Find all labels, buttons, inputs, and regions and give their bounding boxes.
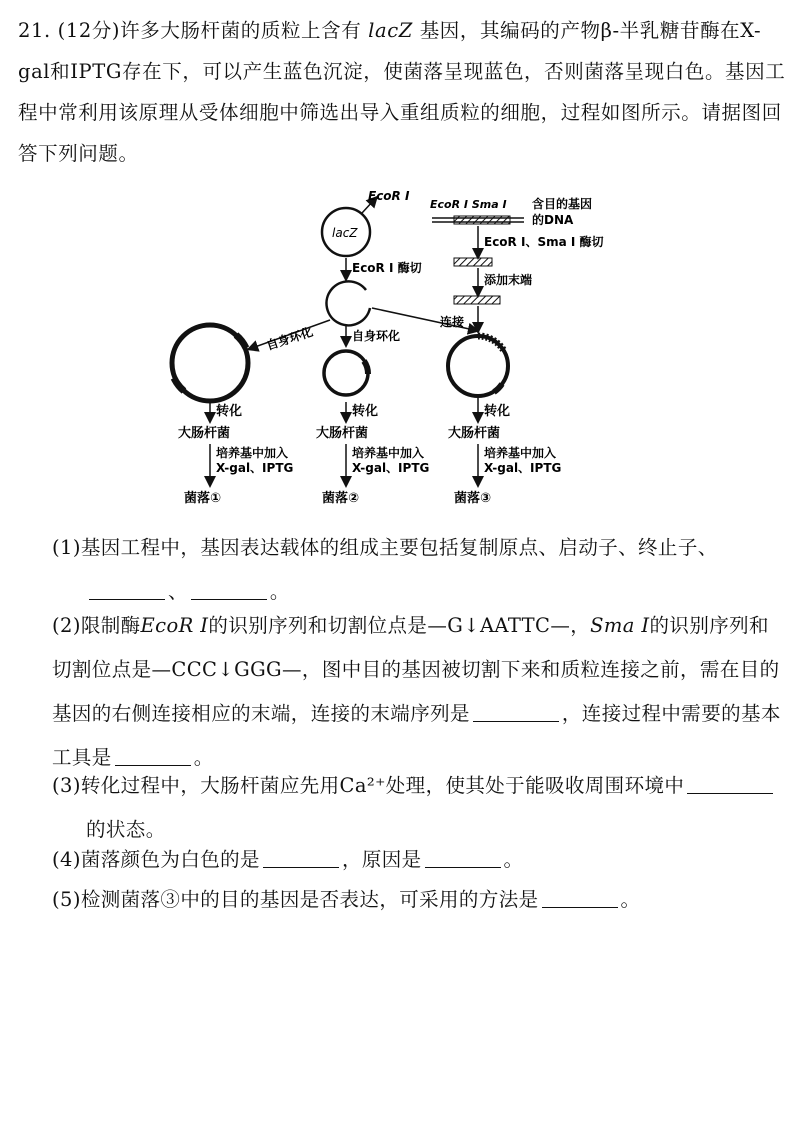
question-5 bbox=[52, 878, 782, 922]
q2-ecori: EcoR Ⅰ bbox=[140, 614, 209, 637]
lacz-label: lacZ bbox=[332, 226, 358, 240]
q4-end: 。 bbox=[503, 848, 524, 871]
q5-text: (5)检测菌落③中的目的基因是否表达，可采用的方法是 bbox=[52, 888, 539, 911]
q4-b: ，原因是 bbox=[341, 848, 422, 871]
q2-blank-1[interactable] bbox=[473, 701, 559, 722]
transform-right: 转化 bbox=[484, 404, 511, 419]
q5-end: 。 bbox=[620, 888, 641, 911]
cloning-diagram bbox=[0, 180, 800, 510]
transform-left: 转化 bbox=[216, 404, 243, 419]
dna-label-2: 的DNA bbox=[532, 213, 574, 227]
plasmid-mid bbox=[324, 351, 368, 395]
q2-smai: Sma Ⅰ bbox=[590, 614, 650, 637]
medium-left-1: 培养基中加入 bbox=[216, 446, 289, 460]
medium-right-1: 培养基中加入 bbox=[484, 446, 557, 460]
cut-gene bbox=[454, 258, 492, 266]
colony-3: 菌落③ bbox=[454, 491, 492, 506]
question-2 bbox=[52, 604, 782, 780]
column-mid bbox=[316, 402, 429, 506]
q2-d: ，连接过程中需要的基本工具是 bbox=[52, 702, 781, 769]
q3-text: (3)转化过程中，大肠杆菌应先用Ca²⁺处理，使其处于能吸收周围环境中 bbox=[52, 774, 685, 797]
q3-blank[interactable] bbox=[687, 773, 773, 794]
q2-a: (2)限制酶 bbox=[52, 614, 141, 637]
column-right bbox=[448, 398, 561, 506]
q1-text: (1)基因工程中，基因表达载体的组成主要包括复制原点、启动子、终止子、 bbox=[52, 536, 718, 559]
q3-end: 的状态。 bbox=[86, 818, 166, 841]
double-cut-label: EcoR Ⅰ、Sma Ⅰ 酶切 bbox=[484, 235, 604, 249]
q2-end: 。 bbox=[193, 746, 214, 769]
q4-a: (4)菌落颜色为白色的是 bbox=[52, 848, 260, 871]
plasmid-left-inner bbox=[178, 331, 242, 395]
q5-blank[interactable] bbox=[542, 887, 618, 908]
q1-sep: 、 bbox=[168, 580, 188, 603]
add-end-label: 添加末端 bbox=[484, 273, 533, 287]
gene-with-end bbox=[454, 296, 500, 304]
open-plasmid bbox=[327, 281, 370, 325]
question-intro bbox=[18, 10, 790, 174]
q2-c: 的识别序列和切割位点是—CCC↓GGG—，图中目的基因被切割下来和质粒连接之前，需在目的基因的右侧连接相应的末端，连接的末端序列是 bbox=[52, 614, 780, 725]
medium-mid-2: X-gal、IPTG bbox=[352, 461, 430, 475]
dna-sites-label: EcoR Ⅰ Sma Ⅰ bbox=[430, 198, 507, 211]
colony-2: 菌落② bbox=[322, 491, 360, 506]
medium-left-2: X-gal、IPTG bbox=[216, 461, 294, 475]
medium-mid-1: 培养基中加入 bbox=[352, 446, 425, 460]
self-circ-mid-label: 自身环化 bbox=[352, 329, 401, 343]
ecori-top-label: EcoR Ⅰ bbox=[368, 189, 410, 203]
lacz-mark-mid bbox=[364, 361, 368, 374]
ecoli-right: 大肠杆菌 bbox=[448, 426, 501, 441]
colony-1: 菌落① bbox=[184, 491, 222, 506]
question-1 bbox=[52, 526, 782, 614]
gene-name: lacZ bbox=[368, 19, 413, 42]
q1-blank-2[interactable] bbox=[191, 579, 267, 600]
q2-blank-2[interactable] bbox=[115, 745, 191, 766]
lacz-mark-right bbox=[494, 384, 502, 392]
column-left bbox=[178, 402, 293, 506]
target-gene-segment bbox=[454, 216, 510, 224]
ecori-cut-label: EcoR Ⅰ 酶切 bbox=[352, 261, 422, 275]
question-body: 基因，其编码的产物β-半乳糖苷酶在X-gal和IPTG存在下，可以产生蓝色沉淀，使菌落呈现蓝色，否则菌落呈现白色。基因工程中常利用该原理从受体细胞中筛选出导入重组质粒的细胞，过程如图所示。请据图回答下列问题。 bbox=[18, 19, 786, 165]
dna-label-1: 含目的基因 bbox=[532, 197, 593, 211]
ligate-label: 连接 bbox=[440, 315, 465, 329]
question-header: 21. (12分)许多大肠杆菌的质粒上含有 bbox=[18, 19, 362, 42]
q4-blank-1[interactable] bbox=[263, 847, 339, 868]
question-4 bbox=[52, 838, 782, 882]
transform-mid: 转化 bbox=[352, 404, 379, 419]
ecoli-left: 大肠杆菌 bbox=[178, 426, 231, 441]
self-circ-left-label: 自身环化 bbox=[264, 324, 315, 353]
q1-end: 。 bbox=[269, 580, 290, 603]
ecoli-mid: 大肠杆菌 bbox=[316, 426, 369, 441]
q2-b: 的识别序列和切割位点是—G↓AATTC—， bbox=[208, 614, 591, 637]
q1-blank-1[interactable] bbox=[89, 579, 165, 600]
q4-blank-2[interactable] bbox=[425, 847, 501, 868]
medium-right-2: X-gal、IPTG bbox=[484, 461, 562, 475]
